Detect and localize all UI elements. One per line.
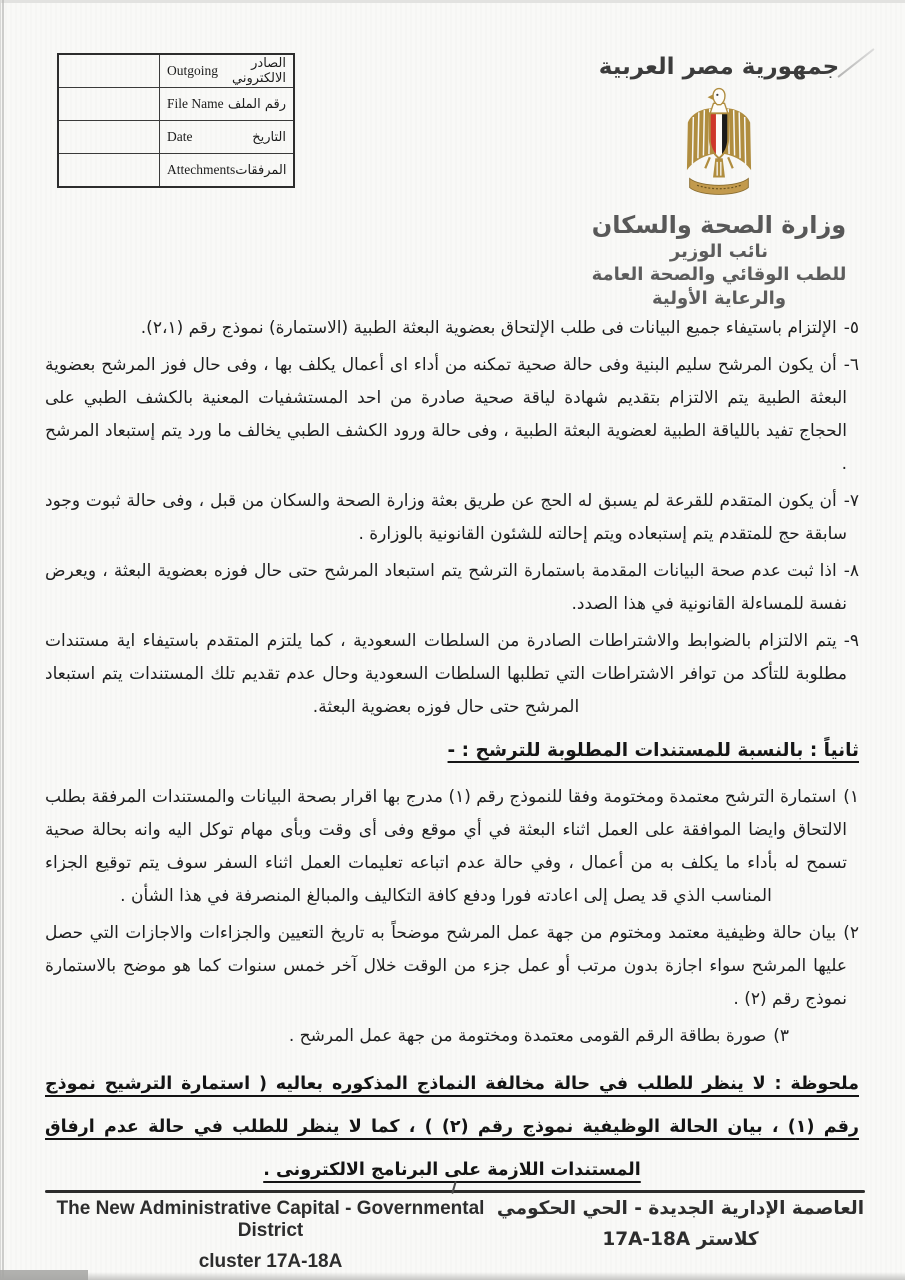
document-footer — [45, 1190, 865, 1273]
outgoing-label-ar: الصادر الالكتروني — [232, 56, 286, 86]
attachments-label-en: Attechments — [167, 162, 236, 177]
date-label-en: Date — [167, 129, 193, 144]
routing-row-date — [58, 121, 294, 154]
condition-number-6: ٦- — [843, 355, 859, 375]
ministry-title: وزارة الصحة والسكان — [591, 211, 847, 239]
condition-item-5 — [45, 312, 859, 345]
document-number-1: ١) — [843, 787, 859, 807]
date-label-ar: التاريخ — [252, 129, 286, 145]
attachments-value-cell — [58, 154, 160, 188]
footer-rule — [45, 1190, 865, 1193]
document-number-2: ٢) — [843, 923, 859, 943]
routing-table — [57, 53, 295, 188]
egypt-eagle-emblem — [673, 84, 765, 209]
department-line-1: للطب الوقائي والصحة العامة — [591, 264, 847, 286]
footer-ar-line-2: كلاستر 17A-18A — [602, 1229, 759, 1250]
date-value-cell — [58, 121, 160, 154]
routing-row-outgoing — [58, 54, 294, 88]
note-paragraph: ملحوظة : لا ينظر للطلب في حالة مخالفة النماذج المذكوره بعاليه ( استمارة الترشيح نموذج رقم (١) ، بيان الحالة الوظيفية نموذج رقم (٢) ) ، كما لا ينظر للطلب في حالة عدم ارفاق المستندات اللازمة على البرنامج الالكترونى . — [45, 1074, 859, 1180]
section-heading-required-documents: ثانياً : بالنسبة للمستندات المطلوبة للترشح : - — [447, 740, 859, 761]
outgoing-value-cell — [58, 54, 160, 88]
condition-number-9: ٩- — [843, 631, 859, 651]
file-name-label-en: File Name — [167, 96, 224, 111]
footer-address-en — [45, 1198, 496, 1273]
condition-text-7: أن يكون المتقدم للقرعة لم يسبق له الحج عن طريق بعثة وزارة الصحة والسكان من قبل ، وفى حالة ثبوت وجود سابقة حج للمتقدم يتم إستبعاده ويتم إحالته للشئون القانونية بالوزارة . — [45, 491, 847, 544]
scan-corner-bottom-left — [0, 1270, 88, 1280]
condition-number-8: ٨- — [843, 561, 859, 581]
document-text-3: صورة بطاقة الرقم القومى معتمدة ومختومة من جهة عمل المرشح . — [288, 1026, 767, 1046]
document-item-2 — [45, 917, 859, 1016]
condition-number-5: ٥- — [843, 318, 859, 338]
document-header — [0, 0, 905, 312]
document-item-3 — [45, 1020, 859, 1053]
routing-row-attachments — [58, 154, 294, 188]
condition-item-9 — [45, 625, 859, 724]
document-number-3: ٣) — [773, 1026, 789, 1046]
condition-number-7: ٧- — [843, 491, 859, 511]
attachments-label-ar: المرفقات — [235, 162, 287, 178]
condition-item-8 — [45, 555, 859, 621]
document-body — [45, 312, 859, 1192]
deputy-minister-line: نائب الوزير — [669, 240, 769, 262]
condition-item-7 — [45, 485, 859, 551]
outgoing-label-en: Outgoing — [167, 63, 219, 78]
condition-text-6: أن يكون المرشح سليم البنية وفى حالة صحية تمكنه من أداء اى أعمال يكلف بها ، وفى حال فوز المرشح بعضوية البعثة الطبية يتم الالتزام بتقديم شهادة لياقة صحية صادرة من احد المستشفيات المعنية بالكشف الطبي على الحجاج تفيد باللياقة الطبية لعضوية البعثة الطبية ، وفى حالة ورود الكشف الطبي يخالف ما ورد يتم إستبعاد المرشح . — [45, 355, 847, 474]
file-name-label-ar: رقم الملف — [227, 96, 286, 112]
footer-address-ar — [496, 1198, 865, 1273]
document-text-1: استمارة الترشح معتمدة ومختومة وفقا للنموذج رقم (١) مدرج بها اقرار بصحة البيانات والمستندات المرفقة بطلب الالتحاق وايضا الموافقة على العمل اثناء البعثة في أي موقع وفى أى وقت وبأى مهام توكل اليه وانه بحالة صحية تسمح له بأداء ما يكلف به من أعمال ، وفي حالة عدم اتباعه تعليمات العمل اثناء السفر سوف يتم توقيع الجزاء المناسب الذي قد يصل إلى اعادته فورا ودفع كافة التكاليف والمبالغ المنصرفة في هذا الشأن . — [45, 787, 847, 906]
footer-en-line-2: cluster 17A-18A — [198, 1251, 343, 1272]
document-text-2: بيان حالة وظيفية معتمد ومختوم من جهة عمل المرشح موضحاً به تاريخ التعيين والجزاءات والاجازات التي حصل عليها المرشح سواء اجازة بدون مرتب أو عمل جزء من الوقت خلال آخر خمس سنوات كما هو موضح بالاستمارة نموذج رقم (٢) . — [45, 923, 847, 1009]
condition-text-8: اذا ثبت عدم صحة البيانات المقدمة باستمارة الترشح يتم استبعاد المرشح حتى حال فوزه بعضوية البعثة ، ويعرض نفسة للمساءلة القانونية في هذا الصدد. — [45, 561, 847, 614]
document-item-1 — [45, 781, 859, 913]
footer-ar-line-1: العاصمة الإدارية الجديدة - الحي الحكومي — [496, 1198, 865, 1219]
routing-row-file-name — [58, 88, 294, 121]
condition-item-6 — [45, 349, 859, 481]
condition-text-9: يتم الالتزام بالضوابط والاشتراطات الصادرة من السلطات السعودية ، كما يلتزم المتقدم باستيفاء اية مستندات مطلوبة للتأكد من توافر الاشتراطات التي تطلبها السلطات السعودية وحال عدم تقديم تلك المستندات يتم استبعاد المرشح حتى حال فوزه بعضوية البعثة. — [45, 631, 847, 717]
condition-text-5: الإلتزام باستيفاء جميع البيانات فى طلب الإلتحاق بعضوية البعثة الطبية (الاستمارة) نموذج رقم (٢،١). — [140, 318, 837, 338]
department-line-2: والرعاية الأولية — [651, 287, 787, 309]
file-name-value-cell — [58, 88, 160, 121]
footer-en-line-1: The New Administrative Capital - Governmental District — [56, 1198, 485, 1241]
scan-edge-bottom — [0, 1272, 905, 1280]
country-title: جمهورية مصر العربية — [598, 54, 840, 80]
